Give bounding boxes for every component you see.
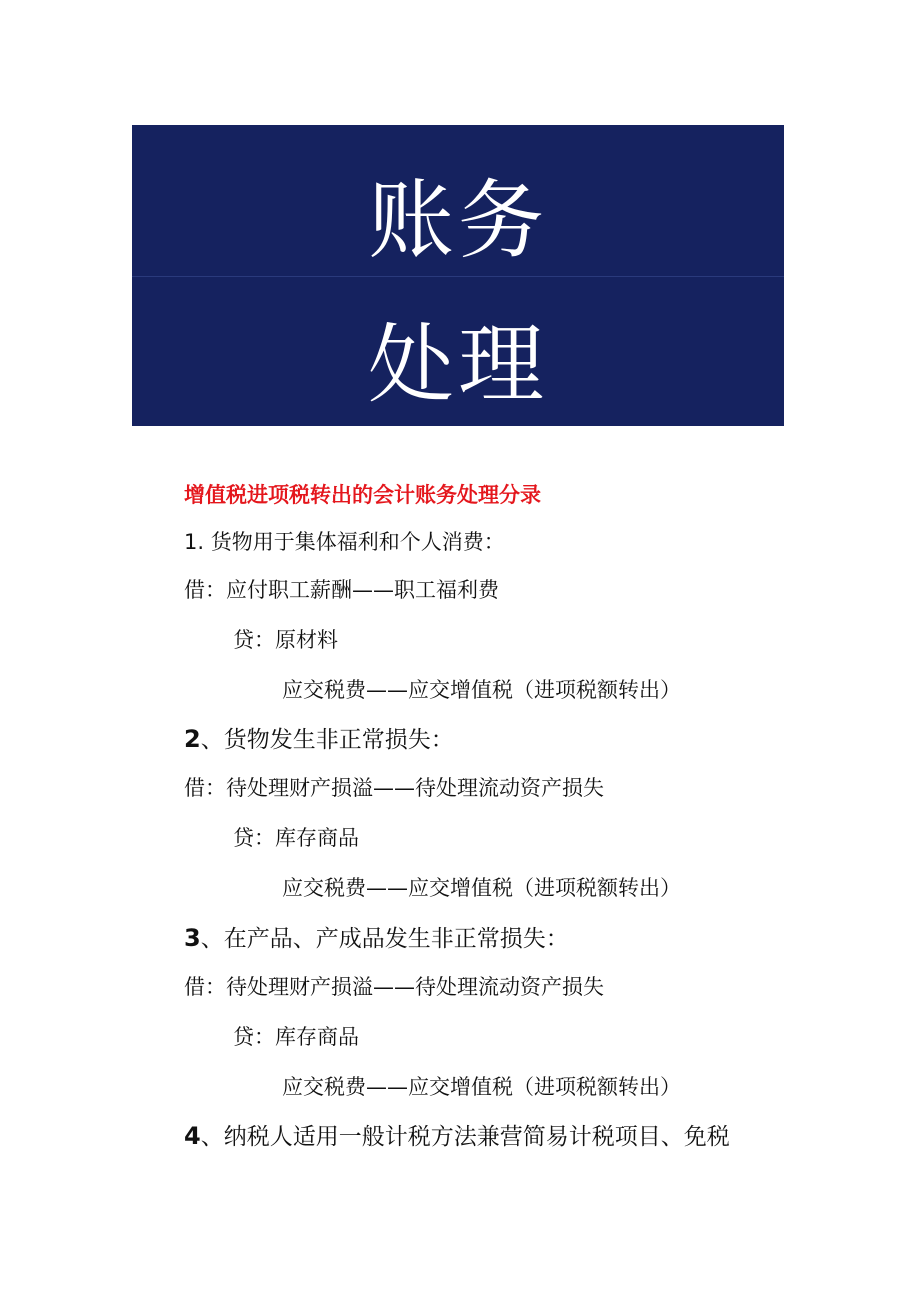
item-2-credit-text: 贷：库存商品	[233, 826, 359, 850]
item-3-debit-text: 借：待处理财产损溢——待处理流动资产损失	[184, 975, 604, 999]
item-3-credit-text: 贷：库存商品	[233, 1025, 359, 1049]
item-1-credit-2-text: 应交税费——应交增值税（进项税额转出）	[282, 678, 681, 702]
item-1-debit	[184, 574, 499, 606]
item-1-credit-text: 贷：原材料	[233, 628, 338, 652]
item-2-credit	[233, 822, 359, 854]
section-heading: 增值税进项税转出的会计账务处理分录	[184, 483, 541, 507]
banner-title-line-1: 账务	[368, 171, 548, 271]
item-2-credit-2	[282, 872, 681, 904]
item-3-title-text: 、在产品、产成品发生非正常损失：	[200, 926, 569, 952]
banner-title-line-2: 处理	[368, 315, 548, 415]
item-4-title	[184, 1120, 730, 1153]
item-1-credit-2	[282, 674, 681, 706]
item-2-debit	[184, 772, 604, 804]
item-1-title-text: 1. 货物用于集体福利和个人消费：	[184, 530, 505, 554]
item-1-credit	[233, 624, 338, 656]
item-3-number: 3	[184, 924, 201, 952]
item-3-title	[184, 922, 569, 955]
item-2-number: 2	[184, 725, 201, 753]
item-2-title	[184, 723, 454, 756]
item-1-title	[184, 526, 505, 558]
item-3-credit	[233, 1021, 359, 1053]
item-2-debit-text: 借：待处理财产损溢——待处理流动资产损失	[184, 776, 604, 800]
item-1-debit-text: 借：应付职工薪酬——职工福利费	[184, 578, 499, 602]
item-4-title-text: 、纳税人适用一般计税方法兼营简易计税项目、免税	[200, 1124, 730, 1150]
item-4-number: 4	[184, 1122, 201, 1150]
item-3-credit-2-text: 应交税费——应交增值税（进项税额转出）	[282, 1075, 681, 1099]
item-2-credit-2-text: 应交税费——应交增值税（进项税额转出）	[282, 876, 681, 900]
item-3-credit-2	[282, 1071, 681, 1103]
item-3-debit	[184, 971, 604, 1003]
item-2-title-text: 、货物发生非正常损失：	[200, 727, 454, 753]
banner-divider	[132, 276, 784, 277]
title-banner	[132, 125, 784, 426]
